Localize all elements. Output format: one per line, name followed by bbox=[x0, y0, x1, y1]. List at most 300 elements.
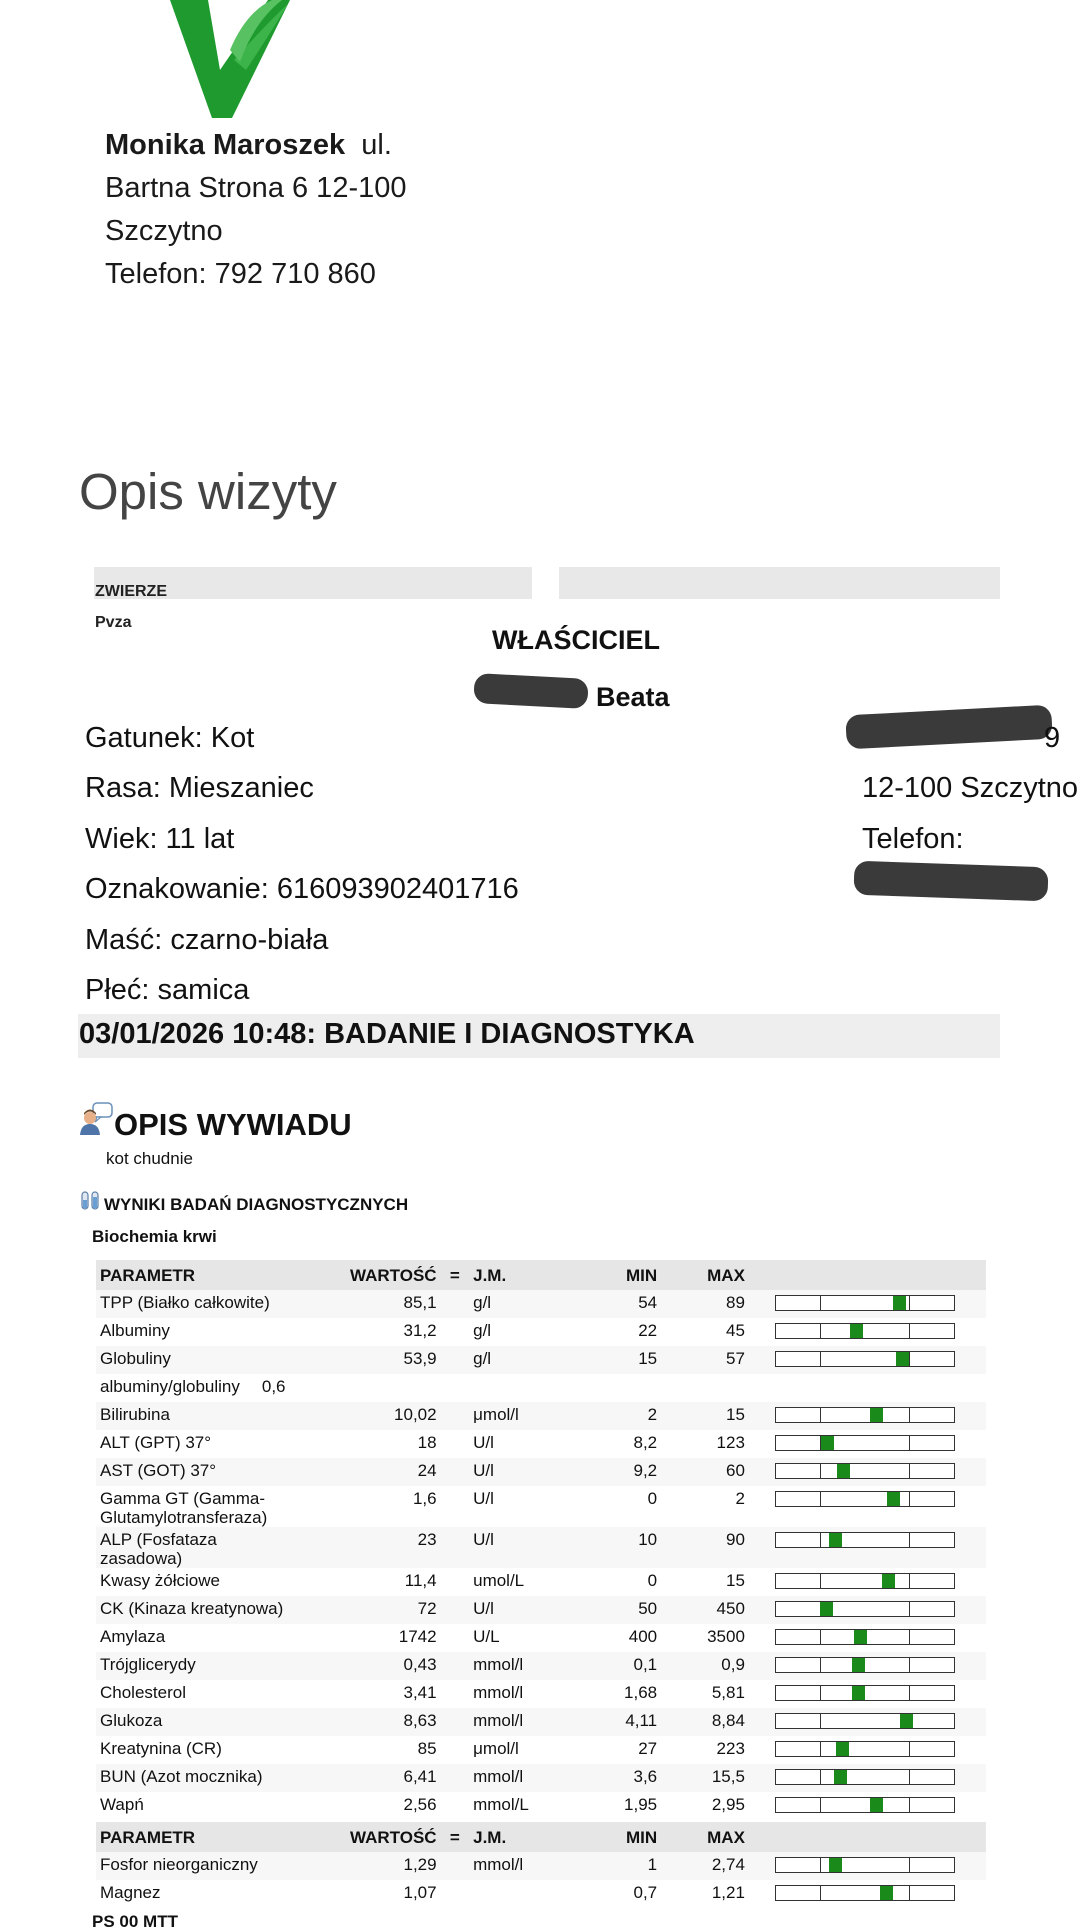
owner-header: WŁAŚCICIEL bbox=[492, 625, 660, 655]
param-name: Kreatynina (CR) bbox=[96, 1736, 305, 1764]
range-bar bbox=[775, 1601, 955, 1617]
param-name: Cholesterol bbox=[96, 1680, 305, 1708]
range-tick bbox=[909, 1686, 910, 1700]
param-name: AST (GOT) 37° bbox=[96, 1458, 305, 1486]
range-marker bbox=[896, 1352, 909, 1366]
range-tick bbox=[820, 1798, 821, 1812]
param-min: 0,1 bbox=[557, 1652, 661, 1680]
param-name: Magnez bbox=[96, 1880, 305, 1908]
param-max: 3500 bbox=[661, 1624, 749, 1652]
param-min: 50 bbox=[557, 1596, 661, 1624]
range-tick bbox=[909, 1858, 910, 1872]
param-min: 0 bbox=[557, 1486, 661, 1527]
table-row bbox=[96, 1486, 986, 1527]
eq-cell bbox=[441, 1852, 470, 1880]
range-bar bbox=[775, 1491, 955, 1507]
results-table-2 bbox=[96, 1822, 986, 1908]
range-marker bbox=[882, 1574, 895, 1588]
range-marker bbox=[893, 1296, 906, 1310]
range-tick bbox=[820, 1770, 821, 1784]
range-tick bbox=[909, 1492, 910, 1506]
range-cell bbox=[771, 1624, 986, 1652]
range-bar bbox=[775, 1657, 955, 1673]
range-tick bbox=[909, 1464, 910, 1478]
table-row bbox=[96, 1708, 986, 1736]
param-value: 2,56 bbox=[305, 1792, 441, 1820]
table-row bbox=[96, 1736, 986, 1764]
range-bar bbox=[775, 1463, 955, 1479]
range-marker bbox=[821, 1436, 834, 1450]
range-marker bbox=[870, 1798, 883, 1812]
eq-cell bbox=[441, 1430, 470, 1458]
range-marker bbox=[852, 1658, 865, 1672]
clinic-address bbox=[105, 124, 406, 296]
param-min: 0,7 bbox=[557, 1880, 661, 1908]
spacer-cell bbox=[749, 1346, 771, 1374]
param-max: 45 bbox=[661, 1318, 749, 1346]
interview-text: kot chudnie bbox=[106, 1149, 193, 1168]
clinic-logo bbox=[150, 0, 290, 122]
col-value-header: WARTOŚĆ bbox=[305, 1260, 441, 1290]
param-max: 223 bbox=[661, 1736, 749, 1764]
range-cell bbox=[771, 1346, 986, 1374]
param-min: 8,2 bbox=[557, 1430, 661, 1458]
table-header-row bbox=[96, 1260, 986, 1290]
results-title: WYNIKI BADAŃ DIAGNOSTYCZNYCH bbox=[104, 1195, 409, 1214]
animal-breed: Rasa: Mieszaniec bbox=[85, 772, 314, 804]
range-tick bbox=[820, 1533, 821, 1547]
range-bar bbox=[775, 1713, 955, 1729]
range-bar bbox=[775, 1885, 955, 1901]
spacer-cell bbox=[749, 1680, 771, 1708]
param-value: 53,9 bbox=[305, 1346, 441, 1374]
table-row bbox=[96, 1458, 986, 1486]
param-min: 4,11 bbox=[557, 1708, 661, 1736]
range-tick bbox=[909, 1408, 910, 1422]
range-cell bbox=[771, 1596, 986, 1624]
param-value: 3,41 bbox=[305, 1680, 441, 1708]
range-cell bbox=[771, 1458, 986, 1486]
param-value: 24 bbox=[305, 1458, 441, 1486]
range-bar bbox=[775, 1629, 955, 1645]
eq-cell bbox=[441, 1736, 470, 1764]
range-tick bbox=[909, 1324, 910, 1338]
table-row bbox=[96, 1652, 986, 1680]
col-unit-header: J.M. bbox=[469, 1822, 557, 1852]
table-row bbox=[96, 1346, 986, 1374]
col-param-header: PARAMETR bbox=[96, 1260, 305, 1290]
range-cell bbox=[771, 1880, 986, 1908]
redaction-mark bbox=[845, 705, 1052, 750]
range-cell bbox=[771, 1652, 986, 1680]
range-tick bbox=[909, 1630, 910, 1644]
col-max-header: MAX bbox=[661, 1822, 749, 1852]
range-bar bbox=[775, 1573, 955, 1589]
eq-cell bbox=[441, 1596, 470, 1624]
clinic-address-prefix: ul. bbox=[361, 129, 392, 161]
animal-sex: Płeć: samica bbox=[85, 974, 250, 1006]
results-table bbox=[96, 1260, 986, 1820]
col-eq-header: = bbox=[441, 1260, 470, 1290]
param-unit: U/l bbox=[469, 1458, 557, 1486]
clinic-name: Monika Maroszek bbox=[105, 129, 346, 161]
param-max: 57 bbox=[661, 1346, 749, 1374]
param-min: 3,6 bbox=[557, 1764, 661, 1792]
param-unit: mmol/L bbox=[469, 1792, 557, 1820]
eq-cell bbox=[441, 1708, 470, 1736]
range-marker bbox=[829, 1858, 842, 1872]
eq-cell bbox=[441, 1880, 470, 1908]
table-row bbox=[96, 1527, 986, 1568]
param-name: Globuliny bbox=[96, 1346, 305, 1374]
spacer-cell bbox=[749, 1764, 771, 1792]
animal-name: Pvza bbox=[95, 614, 132, 631]
range-marker bbox=[834, 1770, 847, 1784]
redaction-mark bbox=[473, 673, 588, 709]
range-marker bbox=[820, 1602, 833, 1616]
table-row bbox=[96, 1764, 986, 1792]
range-cell bbox=[771, 1527, 986, 1568]
eq-cell bbox=[441, 1290, 470, 1318]
param-name: Bilirubina bbox=[96, 1402, 305, 1430]
param-name: albuminy/globuliny bbox=[100, 1377, 240, 1396]
col-range-header bbox=[771, 1260, 986, 1290]
param-name: CK (Kinaza kreatynowa) bbox=[96, 1596, 305, 1624]
param-max: 60 bbox=[661, 1458, 749, 1486]
param-value: 11,4 bbox=[305, 1568, 441, 1596]
spacer-cell bbox=[749, 1708, 771, 1736]
col-spacer bbox=[749, 1260, 771, 1290]
owner-phone-label: Telefon: bbox=[862, 823, 964, 855]
param-max: 15 bbox=[661, 1402, 749, 1430]
param-name: Gamma GT (Gamma-Glutamylotransferaza) bbox=[96, 1486, 305, 1527]
table-row bbox=[96, 1290, 986, 1318]
param-unit: g/l bbox=[469, 1290, 557, 1318]
eq-cell bbox=[441, 1458, 470, 1486]
eq-cell bbox=[441, 1624, 470, 1652]
param-unit: U/L bbox=[469, 1624, 557, 1652]
param-max: 2 bbox=[661, 1486, 749, 1527]
spacer-cell bbox=[749, 1596, 771, 1624]
param-unit: g/l bbox=[469, 1318, 557, 1346]
range-tick bbox=[820, 1714, 821, 1728]
param-max: 8,84 bbox=[661, 1708, 749, 1736]
param-min: 1 bbox=[557, 1852, 661, 1880]
param-cell bbox=[96, 1374, 986, 1402]
param-name: Fosfor nieorganiczny bbox=[96, 1852, 305, 1880]
animal-color: Maść: czarno-biała bbox=[85, 924, 329, 956]
eq-cell bbox=[441, 1486, 470, 1527]
param-name: Wapń bbox=[96, 1792, 305, 1820]
range-marker bbox=[854, 1630, 867, 1644]
param-value: 85 bbox=[305, 1736, 441, 1764]
param-max: 89 bbox=[661, 1290, 749, 1318]
range-bar bbox=[775, 1857, 955, 1873]
range-bar bbox=[775, 1323, 955, 1339]
range-cell bbox=[771, 1318, 986, 1346]
range-tick bbox=[909, 1352, 910, 1366]
clinic-city: Szczytno bbox=[105, 215, 223, 247]
param-value: 31,2 bbox=[305, 1318, 441, 1346]
table-row bbox=[96, 1596, 986, 1624]
param-max: 90 bbox=[661, 1527, 749, 1568]
range-bar bbox=[775, 1741, 955, 1757]
eq-cell bbox=[441, 1680, 470, 1708]
table-row bbox=[96, 1374, 986, 1402]
param-unit: umol/L bbox=[469, 1568, 557, 1596]
col-max-header: MAX bbox=[661, 1260, 749, 1290]
col-param-header: PARAMETR bbox=[96, 1822, 305, 1852]
range-tick bbox=[820, 1742, 821, 1756]
param-max: 0,9 bbox=[661, 1652, 749, 1680]
animal-header: ZWIERZE bbox=[95, 583, 167, 600]
param-value: 6,41 bbox=[305, 1764, 441, 1792]
eq-cell bbox=[441, 1792, 470, 1820]
range-tick bbox=[909, 1574, 910, 1588]
table-row bbox=[96, 1624, 986, 1652]
spacer-cell bbox=[749, 1430, 771, 1458]
table-row bbox=[96, 1880, 986, 1908]
col-min-header: MIN bbox=[557, 1822, 661, 1852]
range-tick bbox=[909, 1533, 910, 1547]
eq-cell bbox=[441, 1402, 470, 1430]
range-tick bbox=[909, 1602, 910, 1616]
param-value: 18 bbox=[305, 1430, 441, 1458]
spacer-cell bbox=[749, 1318, 771, 1346]
spacer-cell bbox=[749, 1792, 771, 1820]
table-row bbox=[96, 1852, 986, 1880]
range-marker bbox=[870, 1408, 883, 1422]
param-unit: U/l bbox=[469, 1596, 557, 1624]
param-min: 2 bbox=[557, 1402, 661, 1430]
param-value: 0,6 bbox=[261, 1377, 286, 1396]
range-marker bbox=[837, 1464, 850, 1478]
range-tick bbox=[909, 1798, 910, 1812]
spacer-cell bbox=[749, 1736, 771, 1764]
param-min: 22 bbox=[557, 1318, 661, 1346]
page-title: Opis wizyty bbox=[79, 463, 337, 520]
param-unit: mmol/l bbox=[469, 1764, 557, 1792]
param-name: TPP (Białko całkowite) bbox=[96, 1290, 305, 1318]
range-cell bbox=[771, 1680, 986, 1708]
param-unit: mmol/l bbox=[469, 1680, 557, 1708]
range-cell bbox=[771, 1792, 986, 1820]
range-tick bbox=[820, 1464, 821, 1478]
param-unit: U/l bbox=[469, 1486, 557, 1527]
eq-cell bbox=[441, 1527, 470, 1568]
range-tick bbox=[820, 1574, 821, 1588]
param-max: 2,95 bbox=[661, 1792, 749, 1820]
redaction-mark bbox=[853, 861, 1048, 902]
clinic-street: Bartna Strona 6 12-100 bbox=[105, 172, 407, 204]
param-name: Amylaza bbox=[96, 1624, 305, 1652]
range-cell bbox=[771, 1736, 986, 1764]
spacer-cell bbox=[749, 1852, 771, 1880]
range-cell bbox=[771, 1402, 986, 1430]
param-value: 72 bbox=[305, 1596, 441, 1624]
person-speech-icon bbox=[79, 1102, 113, 1136]
range-cell bbox=[771, 1290, 986, 1318]
range-bar bbox=[775, 1797, 955, 1813]
param-unit: g/l bbox=[469, 1346, 557, 1374]
param-unit: μmol/l bbox=[469, 1736, 557, 1764]
param-value: 1,6 bbox=[305, 1486, 441, 1527]
interview-title: OPIS WYWIADU bbox=[114, 1107, 352, 1142]
range-cell bbox=[771, 1764, 986, 1792]
spacer-cell bbox=[749, 1486, 771, 1527]
col-unit-header: J.M. bbox=[469, 1260, 557, 1290]
range-marker bbox=[852, 1686, 865, 1700]
eq-cell bbox=[441, 1318, 470, 1346]
param-unit bbox=[469, 1880, 557, 1908]
param-unit: mmol/l bbox=[469, 1652, 557, 1680]
param-name: ALP (Fosfataza zasadowa) bbox=[96, 1527, 305, 1568]
results-group: Biochemia krwi bbox=[92, 1227, 217, 1246]
range-tick bbox=[909, 1436, 910, 1450]
range-tick bbox=[909, 1770, 910, 1784]
range-bar bbox=[775, 1407, 955, 1423]
range-bar bbox=[775, 1769, 955, 1785]
param-unit: mmol/l bbox=[469, 1708, 557, 1736]
param-unit: mmol/l bbox=[469, 1852, 557, 1880]
range-bar bbox=[775, 1435, 955, 1451]
range-tick bbox=[820, 1886, 821, 1900]
param-min: 15 bbox=[557, 1346, 661, 1374]
range-tick bbox=[820, 1858, 821, 1872]
spacer-cell bbox=[749, 1402, 771, 1430]
param-min: 1,95 bbox=[557, 1792, 661, 1820]
param-min: 0 bbox=[557, 1568, 661, 1596]
range-marker bbox=[829, 1533, 842, 1547]
range-marker bbox=[836, 1742, 849, 1756]
spacer-cell bbox=[749, 1624, 771, 1652]
eq-cell bbox=[441, 1346, 470, 1374]
range-cell bbox=[771, 1708, 986, 1736]
param-min: 10 bbox=[557, 1527, 661, 1568]
spacer-cell bbox=[749, 1568, 771, 1596]
eq-cell bbox=[441, 1652, 470, 1680]
spacer-cell bbox=[749, 1290, 771, 1318]
param-value: 1,29 bbox=[305, 1852, 441, 1880]
test-tubes-icon bbox=[80, 1191, 102, 1211]
param-value: 1742 bbox=[305, 1624, 441, 1652]
param-name: ALT (GPT) 37° bbox=[96, 1430, 305, 1458]
owner-city: 12-100 Szczytno bbox=[862, 772, 1079, 804]
range-tick bbox=[820, 1408, 821, 1422]
table-row bbox=[96, 1568, 986, 1596]
range-tick bbox=[820, 1686, 821, 1700]
param-min: 27 bbox=[557, 1736, 661, 1764]
param-min: 54 bbox=[557, 1290, 661, 1318]
animal-species: Gatunek: Kot bbox=[85, 722, 255, 754]
range-tick bbox=[909, 1296, 910, 1310]
param-unit: U/l bbox=[469, 1527, 557, 1568]
param-name: Trójglicerydy bbox=[96, 1652, 305, 1680]
range-marker bbox=[887, 1492, 900, 1506]
param-max: 450 bbox=[661, 1596, 749, 1624]
range-cell bbox=[771, 1852, 986, 1880]
range-tick bbox=[820, 1492, 821, 1506]
range-bar bbox=[775, 1532, 955, 1548]
spacer-cell bbox=[749, 1527, 771, 1568]
spacer-cell bbox=[749, 1880, 771, 1908]
table-header-row bbox=[96, 1822, 986, 1852]
range-tick bbox=[820, 1352, 821, 1366]
param-max: 1,21 bbox=[661, 1880, 749, 1908]
animal-age: Wiek: 11 lat bbox=[85, 823, 235, 855]
param-min: 1,68 bbox=[557, 1680, 661, 1708]
param-name: Glukoza bbox=[96, 1708, 305, 1736]
range-bar bbox=[775, 1295, 955, 1311]
col-value-header: WARTOŚĆ bbox=[305, 1822, 441, 1852]
range-cell bbox=[771, 1568, 986, 1596]
param-value: 23 bbox=[305, 1527, 441, 1568]
range-tick bbox=[909, 1742, 910, 1756]
range-marker bbox=[850, 1324, 863, 1338]
col-eq-header: = bbox=[441, 1822, 470, 1852]
eq-cell bbox=[441, 1764, 470, 1792]
range-marker bbox=[900, 1714, 913, 1728]
owner-street-fragment: 9 bbox=[1044, 722, 1061, 754]
param-max: 15 bbox=[661, 1568, 749, 1596]
param-max: 5,81 bbox=[661, 1680, 749, 1708]
table-row bbox=[96, 1318, 986, 1346]
param-unit: μmol/l bbox=[469, 1402, 557, 1430]
owner-name: Beata bbox=[596, 682, 670, 712]
param-value: 0,43 bbox=[305, 1652, 441, 1680]
range-tick bbox=[909, 1658, 910, 1672]
param-value: 1,07 bbox=[305, 1880, 441, 1908]
range-tick bbox=[909, 1886, 910, 1900]
range-bar bbox=[775, 1685, 955, 1701]
param-unit: U/l bbox=[469, 1430, 557, 1458]
spacer-cell bbox=[749, 1458, 771, 1486]
range-cell bbox=[771, 1430, 986, 1458]
param-min: 400 bbox=[557, 1624, 661, 1652]
param-name: Kwasy żółciowe bbox=[96, 1568, 305, 1596]
range-cell bbox=[771, 1486, 986, 1527]
eq-cell bbox=[441, 1568, 470, 1596]
table-row bbox=[96, 1402, 986, 1430]
param-min: 9,2 bbox=[557, 1458, 661, 1486]
range-marker bbox=[880, 1886, 893, 1900]
col-min-header: MIN bbox=[557, 1260, 661, 1290]
range-tick bbox=[820, 1324, 821, 1338]
param-name: BUN (Azot mocznika) bbox=[96, 1764, 305, 1792]
range-tick bbox=[820, 1296, 821, 1310]
param-max: 2,74 bbox=[661, 1852, 749, 1880]
col-spacer bbox=[749, 1822, 771, 1852]
table-row bbox=[96, 1680, 986, 1708]
col-range-header bbox=[771, 1822, 986, 1852]
param-value: 85,1 bbox=[305, 1290, 441, 1318]
param-max: 15,5 bbox=[661, 1764, 749, 1792]
param-max: 123 bbox=[661, 1430, 749, 1458]
range-tick bbox=[820, 1630, 821, 1644]
table-row bbox=[96, 1430, 986, 1458]
owner-header-bar bbox=[559, 567, 1000, 599]
animal-marking: Oznakowanie: 616093902401716 bbox=[85, 873, 519, 905]
spacer-cell bbox=[749, 1652, 771, 1680]
range-tick bbox=[820, 1658, 821, 1672]
footer-fragment: PS 00 MTT bbox=[92, 1912, 178, 1931]
table-row bbox=[96, 1792, 986, 1820]
param-value: 10,02 bbox=[305, 1402, 441, 1430]
range-bar bbox=[775, 1351, 955, 1367]
param-value: 8,63 bbox=[305, 1708, 441, 1736]
visit-header: 03/01/2026 10:48: BADANIE I DIAGNOSTYKA bbox=[79, 1018, 695, 1050]
clinic-phone: Telefon: 792 710 860 bbox=[105, 258, 376, 290]
